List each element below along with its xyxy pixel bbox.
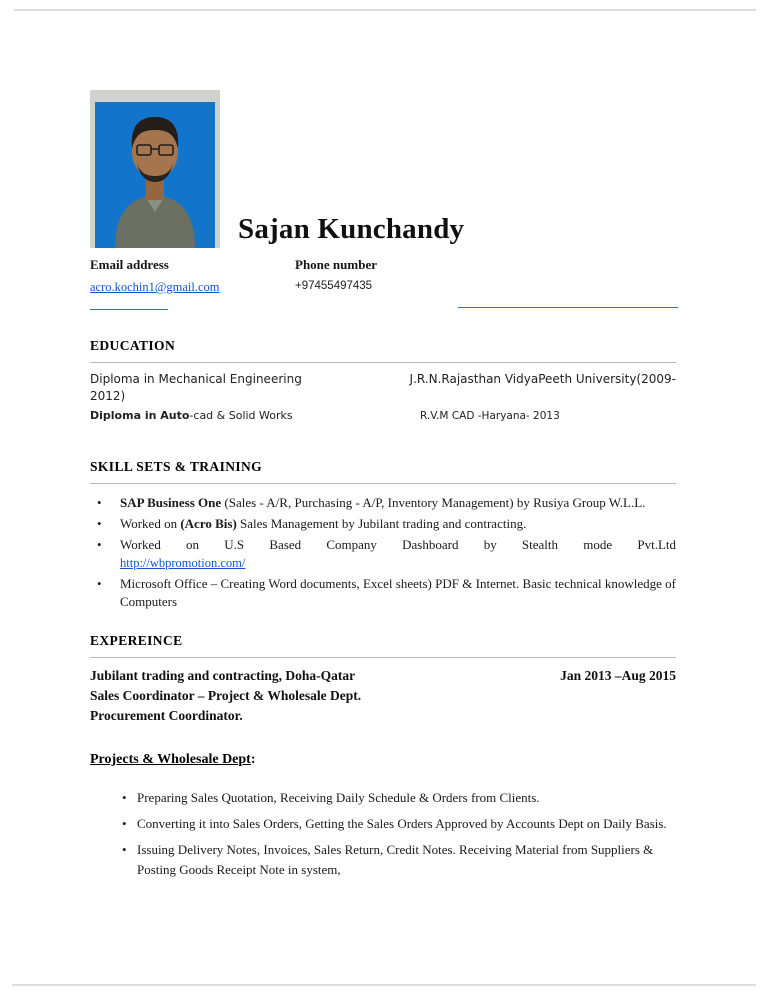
skill-item-dashboard-text: • Worked on U.S Based Company Dashboard by Stealth mode Pvt.Ltd — [120, 537, 676, 552]
section-experience — [90, 633, 676, 726]
skill-item-acrobis — [90, 515, 676, 533]
projects-title-text: Projects & Wholesale Dept — [90, 752, 251, 767]
section-education — [90, 338, 676, 425]
education-section-title: EDUCATION — [90, 338, 176, 353]
skill-item-acrobis-bold: (Acro Bis) — [180, 516, 237, 531]
email-cell — [90, 278, 295, 310]
project-item: • Converting it into Sales Orders, Getting the Sales Orders Approved by Accounts Dept on Daily Basis. — [90, 814, 676, 834]
education-content — [90, 371, 676, 425]
education-institute-2: R.V.M CAD -Haryana- 2013 — [420, 410, 560, 422]
blank-link-underline-short — [90, 309, 168, 310]
skill-item-sap-rest: (Sales - A/R, Purchasing - A/P, Inventory Management) by Rusiya Group W.L.L. — [221, 495, 646, 510]
phone-value: +97455497435 — [295, 280, 373, 292]
experience-role-2: Procurement Coordinator. — [90, 708, 243, 723]
education-degree-2-rest: -cad & Solid Works — [189, 409, 293, 422]
experience-company: Jubilant trading and contracting, Doha-Qatar — [90, 668, 356, 683]
person-portrait-icon — [90, 90, 220, 248]
skill-item-acrobis-pre: Worked on — [120, 516, 181, 531]
section-skills — [90, 459, 676, 611]
section-divider — [90, 657, 676, 658]
scan-edge-top — [14, 9, 756, 11]
skills-section-title: SKILL SETS & TRAINING — [90, 459, 263, 474]
skill-item-acrobis-post: Sales Management by Jubilant trading and contracting. — [236, 516, 527, 531]
blank-link-underline-long — [458, 307, 678, 308]
education-university-1: J.R.N.Rajasthan VidyaPeeth University(2009- — [409, 372, 676, 386]
education-degree-2-bold: Diploma in Auto — [90, 409, 190, 422]
skill-item-sap — [90, 494, 676, 512]
profile-photo — [90, 90, 220, 248]
education-row — [90, 371, 676, 388]
experience-dates: Jan 2013 –Aug 2015 — [560, 668, 676, 683]
experience-header-row — [90, 666, 676, 686]
education-degree-2 — [90, 407, 420, 424]
link-underline-slot — [458, 278, 678, 310]
skill-item-msoffice: • Microsoft Office – Creating Word documents, Excel sheets) PDF & Internet. Basic technical knowledge of Computers — [90, 575, 676, 611]
email-label: Email address — [90, 257, 169, 272]
experience-content — [90, 666, 676, 726]
scan-edge-bottom — [12, 984, 756, 986]
website-link[interactable]: http://wbpromotion.com/ — [120, 556, 246, 570]
contact-section — [90, 257, 676, 310]
phone-label: Phone number — [295, 257, 377, 272]
projects-title-colon: : — [250, 752, 256, 767]
section-divider — [90, 362, 676, 363]
candidate-name: Sajan Kunchandy — [238, 213, 465, 245]
skill-item-sap-bold: SAP Business One — [120, 495, 222, 510]
projects-list — [90, 788, 676, 880]
project-item: • Preparing Sales Quotation, Receiving Daily Schedule & Orders from Clients. — [90, 788, 676, 808]
education-university-1-continued: 2012) — [90, 389, 126, 403]
email-link[interactable]: acro.kochin1@gmail.com — [90, 280, 220, 294]
education-row — [90, 407, 676, 425]
section-projects — [90, 752, 676, 880]
skills-list — [90, 494, 676, 611]
skill-item-dashboard — [90, 536, 676, 572]
project-item: • Issuing Delivery Notes, Invoices, Sales Return, Credit Notes. Receiving Material from Suppliers & Posting Goods Receipt Note in system, — [90, 840, 676, 880]
projects-title — [90, 752, 676, 768]
header — [90, 90, 676, 248]
experience-section-title: EXPEREINCE — [90, 633, 183, 648]
section-divider — [90, 483, 676, 484]
contact-spacer — [458, 257, 678, 273]
education-degree-1: Diploma in Mechanical Engineering — [90, 372, 302, 386]
experience-role-1: Sales Coordinator – Project & Wholesale Dept. — [90, 688, 362, 703]
